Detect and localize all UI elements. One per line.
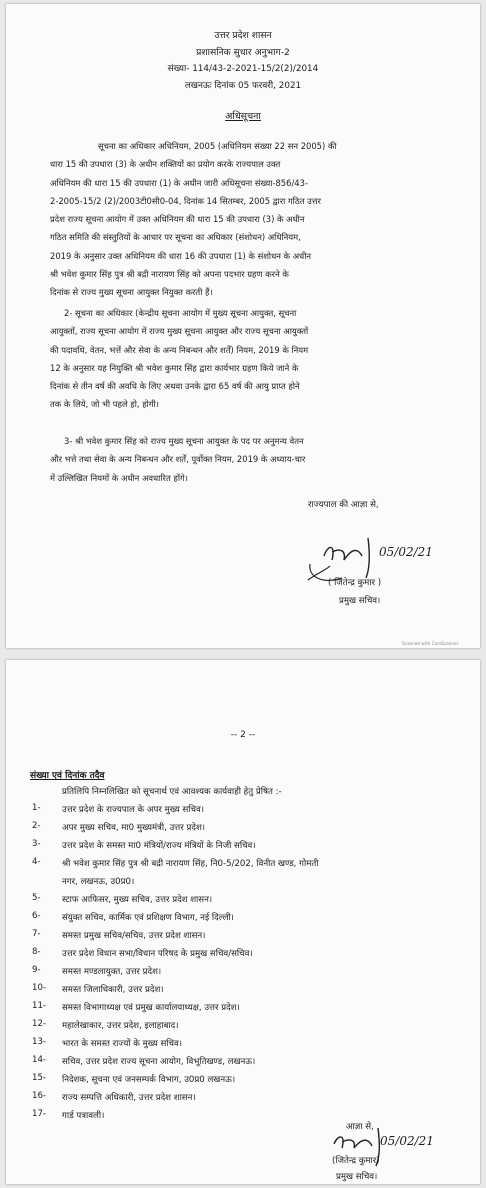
list-item: 15- [32, 1073, 47, 1083]
list-item: 4- [32, 857, 41, 867]
para3-line: 3- श्री भवेश कुमार सिंह को राज्य मुख्य सूचना आयुक्त के पद पर अनुमन्य वेतन [64, 436, 304, 446]
list-item: 10- [32, 983, 47, 993]
para1-line: श्री भवेश कुमार सिंह पुत्र श्री बद्री नारायण सिंह को अपना पदभार ग्रहण करने के [50, 269, 289, 280]
para1-line: अधिनियम की धारा 15 की उपधारा (1) के अधीन जारी अधिसूचना संख्या-856/43- [50, 177, 308, 188]
government-name: उत्तर प्रदेश शासन [214, 30, 272, 41]
list-item: 1- [32, 803, 41, 813]
list-item-text: निदेशक, सूचना एवं जनसम्पर्क विभाग, उ0प्र0 लखनऊ। [62, 1075, 236, 1085]
para1-line: गठित समिति की संस्तुतियों के आधार पर सूचना का अधिकार (संशोधन) अधिनियम, [50, 232, 301, 243]
order-by: राज्यपाल की आज्ञा से, [308, 500, 379, 510]
place-date: लखनऊः दिनांक 05 फरवरी, 2021 [184, 81, 302, 91]
list-item-text: समस्त जिलाधिकारी, उत्तर प्रदेश। [62, 985, 164, 995]
list-item: 5- [32, 893, 41, 903]
list-item-text: भारत के समस्त राज्यों के मुख्य सचिव। [62, 1039, 183, 1049]
para1-line: सूचना का अधिकार अधिनियम, 2005 (अधिनियम संख्या 22 सन 2005) की [98, 141, 337, 151]
para1-line: 2019 के अनुसार उक्त अधिनियम की धारा 16 की उपधारा (1) के संशोधन के अधीन [50, 250, 312, 261]
page-number: -- 2 -- [230, 730, 256, 740]
letter-number: संख्या- 114/43-2-2021-15/2(2)/2014 [167, 64, 319, 74]
list-item-text: गार्ड पत्रावली। [62, 1111, 105, 1121]
list-item: 16- [32, 1091, 47, 1101]
list-item: 8- [32, 947, 41, 957]
list-item: 13- [32, 1037, 47, 1047]
list-item-text-cont: नगर, लखनऊ, उ0प्र0। [62, 877, 135, 887]
list-item-text: अपर मुख्य सचिव, मा0 मुख्यमंत्री, उत्तर प्रदेश। [62, 823, 206, 833]
para2-line: आयुक्तों, राज्य सूचना आयोग में राज्य मुख्य सूचना आयुक्त और राज्य सूचना आयुक्तों [50, 326, 309, 337]
para2-line: की पदावधि, वेतन, भत्तें और सेवा के अन्य निबन्धन और शर्तें) नियम, 2019 के नियम [50, 344, 309, 355]
list-item: 17- [32, 1109, 47, 1119]
paragraph-3 [50, 432, 442, 487]
list-item: 3- [32, 839, 41, 849]
para1-line: दिनांक से राज्य मुख्य सूचना आयुक्त नियुक्त करती हैं। [50, 287, 213, 298]
list-item-text: श्री भवेश कुमार सिंह पुत्र श्री बद्री नारायण सिंह, नि0-5/202, विनीत खण्ड, गोमती [62, 859, 319, 869]
para3-line: और भत्ते तथा सेवा के अन्य निबन्धन और शर्तें, पूर्वोक्त नियम, 2019 के अध्याय-चार [50, 454, 306, 465]
para2-line: 2- सूचना का अधिकार (केन्द्रीय सूचना आयोग में मुख्य सूचना आयुक्त, सूचना [64, 308, 297, 318]
list-item: 7- [32, 929, 41, 939]
document-page-2 [6, 660, 480, 1184]
list-item: 14- [32, 1055, 47, 1065]
list-item: 11- [32, 1001, 47, 1011]
list-item-text: उत्तर प्रदेश विधान सभा/विधान परिषद के प्रमुख सचिव/सचिव। [62, 949, 253, 959]
order-by-2: आज्ञा से, [346, 1122, 374, 1132]
list-item: 9- [32, 965, 41, 975]
list-item-text: संयुक्त सचिव, कार्मिक एवं प्रशिक्षण विभाग, नई दिल्ली। [62, 913, 234, 923]
signature-date: 05/02/21 [379, 545, 433, 559]
list-item-text: राज्य सम्पत्ति अधिकारी, उत्तर प्रदेश शासन। [62, 1093, 196, 1103]
paragraph-2 [50, 304, 442, 414]
list-item-text: समस्त प्रमुख सचिव/सचिव, उत्तर प्रदेश शासन। [62, 931, 206, 941]
list-item-text: स्टाफ आफिसर, मुख्य सचिव, उत्तर प्रदेश शासन। [62, 895, 213, 905]
para1-line: धारा 15 की उपधारा (3) के अधीन शक्तियों का प्रयोग करके राज्यपाल उक्त [50, 159, 281, 170]
para2-line: दिनांक से तीन वर्ष की अवधि के लिए अथवा उनके द्वारा 65 वर्ष की आयु प्राप्त होने [50, 381, 300, 392]
signatory-title: प्रमुख सचिव। [339, 596, 381, 606]
list-item-text: उत्तर प्रदेश के राज्यपाल के अपर मुख्य सचिव। [62, 805, 204, 815]
list-item-text: महालेखाकार, उत्तर प्रदेश, इलाहाबाद। [62, 1021, 179, 1031]
copy-intro: प्रतिलिपि निम्नलिखित को सूचनार्थ एवं आवश्यक कार्यवाही हेतु प्रेषित :- [62, 787, 282, 797]
para2-line: तक के लिये, जो भी पहले हो, होगी। [50, 399, 159, 410]
signature-date-2: 05/02/21 [380, 1134, 434, 1148]
list-item-text: समस्त मण्डलायुक्त, उत्तर प्रदेश। [62, 967, 162, 977]
department-name: प्रशासनिक सुधार अनुभाग-2 [196, 47, 290, 58]
list-item-text: सचिव, उत्तर प्रदेश राज्य सूचना आयोग, विभूतिखण्ड, लखनऊ। [62, 1057, 256, 1067]
signatory-name: ( जितेन्द्र कुमार ) [328, 578, 382, 588]
signatory-name-2: (जितेन्द्र कुमार) [332, 1156, 380, 1166]
para1-line: प्रदेश राज्य सूचना आयोग में उक्त अधिनियम की धारा 15 की उपधारा (3) के अधीन [50, 214, 305, 225]
para1-line: 2-2005-15/2 (2)/2003टी0सी0-04, दिनांक 14 सितम्बर, 2005 द्वारा गठित उत्तर [50, 195, 321, 206]
list-item: 2- [32, 821, 41, 831]
list-item: 12- [32, 1019, 47, 1029]
list-item-text: समस्त विभागाध्यक्ष एवं प्रमुख कार्यालयाध्यक्ष, उत्तर प्रदेश। [62, 1003, 240, 1013]
para3-line: में उल्लिखित नियमों के अधीन अवधारित होंगे। [50, 472, 188, 483]
document-page-1 [6, 4, 480, 648]
scanner-watermark: Scanned with CamScanner [402, 641, 459, 646]
signatory-title-2: प्रमुख सचिव। [336, 1172, 378, 1182]
copy-heading: संख्या एवं दिनांक तदैव [30, 771, 105, 781]
para2-line: 12 के अनुसार यह नियुक्ति श्री भवेश कुमार सिंह द्वारा कार्यभार ग्रहण किये जाने के [50, 362, 299, 373]
notification-title: अधिसूचना [225, 111, 261, 122]
list-item: 6- [32, 911, 41, 921]
list-item-text: उत्तर प्रदेश के समस्त मा0 मंत्रियों/राज्य मंत्रियों के निजी सचिव। [62, 841, 256, 851]
paragraph-1 [50, 137, 442, 302]
